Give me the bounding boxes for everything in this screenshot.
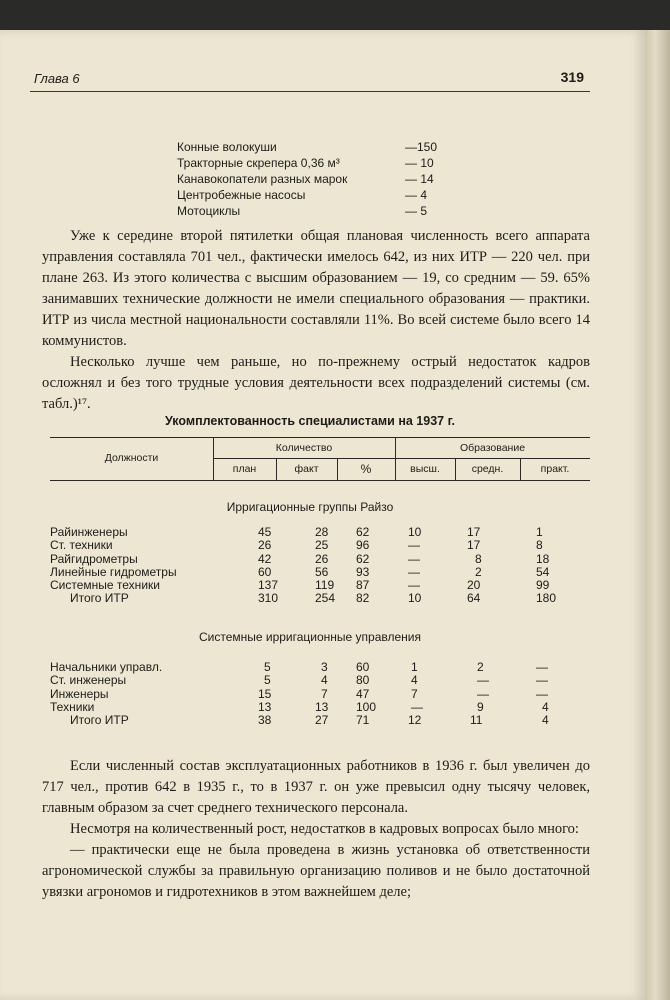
equipment-name: Мотоциклы (177, 204, 241, 218)
table-row (50, 701, 590, 714)
cell-higher: 7 (411, 686, 418, 701)
cell-fact: 25 (315, 538, 329, 553)
header-percent: % (360, 462, 372, 476)
cell-percent: 100 (356, 699, 377, 714)
row-label: Ст. техники (50, 538, 113, 553)
cell-fact: 7 (321, 686, 328, 701)
cell-secondary: 11 (470, 713, 483, 728)
cell-higher: — (411, 699, 423, 714)
row-label: Райгидрометры (50, 551, 138, 566)
row-label: Системные техники (50, 578, 160, 593)
table-row (50, 674, 590, 687)
row-label: Начальники управл. (50, 660, 163, 674)
cell-fact: 3 (321, 660, 328, 674)
cell-practical: — (536, 686, 548, 701)
equipment-row (177, 139, 477, 155)
page-edge (645, 30, 670, 1000)
cell-plan: 42 (258, 551, 272, 566)
paragraph: Если численный состав эксплуатационных работников в 1936 г. был увеличен до 717 чел., против 642 в 1935 г., то в 1937 г. он уже превысил одну тысячу человек, главным образом за счет среднего технического персонала. (42, 758, 590, 816)
cell-percent: 82 (356, 591, 370, 606)
equipment-row (177, 187, 477, 203)
header-secondary: средн. (471, 463, 504, 475)
cell-fact: 27 (315, 713, 329, 728)
table-row (50, 688, 590, 701)
cell-fact: 26 (315, 551, 329, 566)
cell-percent: 62 (356, 551, 370, 566)
equipment-value: — 10 (405, 156, 434, 170)
cell-practical: 180 (536, 591, 557, 606)
cell-percent: 96 (356, 538, 370, 553)
cell-practical: 18 (536, 551, 550, 566)
row-label: Техники (50, 699, 95, 714)
cell-higher: — (408, 578, 420, 593)
table-row-total (50, 714, 590, 727)
table-row (50, 553, 590, 566)
equipment-value: — 4 (405, 188, 428, 202)
equipment-value: —150 (405, 140, 438, 154)
table-row-total (50, 592, 590, 605)
cell-percent: 93 (356, 564, 370, 579)
cell-percent: 47 (356, 686, 370, 701)
cell-secondary: — (477, 673, 489, 688)
cell-higher: — (408, 538, 420, 553)
header-position: Должности (104, 452, 159, 464)
cell-percent: 60 (356, 660, 370, 674)
cell-practical: 8 (536, 538, 543, 553)
table-section-raizo (50, 526, 590, 606)
cell-percent: 87 (356, 578, 370, 593)
cell-secondary: 17 (467, 525, 481, 539)
equipment-list (177, 139, 477, 219)
equipment-name: Центробежные насосы (177, 188, 306, 202)
cell-practical: 54 (536, 564, 550, 579)
equipment-row (177, 155, 477, 171)
header-plan: план (232, 463, 257, 475)
chapter-label: Глава 6 (34, 71, 80, 86)
paragraph: Несмотря на количественный рост, недостатков в кадровых вопросах было много: (70, 821, 579, 837)
cell-secondary: 2 (477, 660, 484, 674)
paragraph: — практически еще не была проведена в жизнь установка об ответственности агрономической службы за правильную организацию поливов и не было достаточной увязки агрономов и гидротехников в этом важнейшем деле; (42, 842, 590, 900)
cell-fact: 4 (321, 673, 328, 688)
row-label: Линейные гидрометры (50, 564, 177, 579)
cell-plan: 5 (264, 673, 271, 688)
cell-practical: — (536, 673, 548, 688)
cell-plan: 45 (258, 525, 272, 539)
cell-percent: 62 (356, 525, 370, 539)
cell-higher: 12 (408, 713, 422, 728)
section-title: Ирригационные группы Райзо (226, 500, 394, 514)
header-fact: факт (294, 463, 319, 475)
table-rule (213, 458, 590, 459)
cell-higher: 10 (408, 591, 422, 606)
row-label: Ст. инженеры (50, 673, 127, 688)
page-number: 319 (560, 69, 584, 85)
cell-plan: 26 (258, 538, 272, 553)
cell-higher: 4 (411, 673, 418, 688)
cell-secondary: 2 (475, 564, 482, 579)
header-higher: высш. (410, 463, 440, 475)
cell-plan: 137 (258, 578, 279, 593)
body-text-top (42, 226, 590, 415)
cell-plan: 310 (258, 591, 279, 606)
row-label: Райинженеры (50, 525, 128, 539)
cell-practical: 99 (536, 578, 550, 593)
cell-fact: 13 (315, 699, 329, 714)
running-header (30, 69, 590, 92)
table-header (50, 437, 590, 481)
cell-higher: 1 (411, 660, 418, 674)
cell-secondary: 17 (467, 538, 481, 553)
cell-fact: 56 (315, 564, 329, 579)
cell-higher: — (408, 551, 420, 566)
section-title: Системные ирригационные управления (198, 630, 422, 644)
table-row (50, 539, 590, 552)
equipment-value: — 5 (405, 204, 428, 218)
table-row (50, 566, 590, 579)
equipment-row (177, 203, 477, 219)
paragraph: Несколько лучше чем раньше, но по-прежнему острый недостаток кадров осложнял и без того трудные условия деятельности всех подразделений системы (см. табл.)¹⁷. (42, 354, 590, 412)
cell-plan: 60 (258, 564, 272, 579)
cell-fact: 28 (315, 525, 329, 539)
cell-percent: 71 (356, 713, 370, 728)
cell-fact: 254 (315, 591, 336, 606)
cell-plan: 13 (258, 699, 272, 714)
equipment-name: Тракторные скрепера 0,36 м³ (177, 156, 340, 170)
table-title: Укомплектованность специалистами на 1937 г. (164, 414, 456, 428)
cell-secondary: 9 (477, 699, 484, 714)
row-label: Итого ИТР (70, 713, 129, 728)
table-row (50, 661, 590, 674)
header-practical: практ. (540, 463, 570, 475)
equipment-value: — 14 (405, 172, 434, 186)
cell-practical: 4 (542, 713, 549, 728)
cell-higher: 10 (408, 525, 422, 539)
body-text-bottom (42, 756, 590, 903)
cell-practical: — (536, 660, 548, 674)
paragraph: Уже к середине второй пятилетки общая плановая численность всего аппарата управления составляла 701 чел., фактически имелось 642, из них ИТР — 220 чел. при плане 263. Из этого количества с высшим образованием — 19, со средним — 59. 65% занимавших технические должности не имели специального образования — практики. ИТР из числа местной национальности составляли 11%. Во всей системе было всего 14 коммунистов. (42, 228, 590, 349)
header-quantity: Количество (275, 442, 333, 454)
equipment-row (177, 171, 477, 187)
cell-percent: 80 (356, 673, 370, 688)
row-label: Итого ИТР (70, 591, 129, 606)
cell-secondary: — (477, 686, 489, 701)
equipment-name: Канавокопатели разных марок (177, 172, 348, 186)
table-section-system (50, 661, 590, 727)
equipment-name: Конные волокуши (177, 140, 277, 154)
cell-plan: 15 (258, 686, 272, 701)
cell-higher: — (408, 564, 420, 579)
cell-plan: 38 (258, 713, 272, 728)
cell-secondary: 64 (467, 591, 481, 606)
cell-practical: 1 (536, 525, 543, 539)
cell-plan: 5 (264, 660, 271, 674)
header-education: Образование (459, 442, 526, 454)
cell-practical: 4 (542, 699, 549, 714)
cell-secondary: 8 (475, 551, 482, 566)
table-row (50, 579, 590, 592)
row-label: Инженеры (50, 686, 109, 701)
table-row (50, 526, 590, 539)
cell-fact: 119 (315, 578, 335, 593)
cell-secondary: 20 (467, 578, 481, 593)
